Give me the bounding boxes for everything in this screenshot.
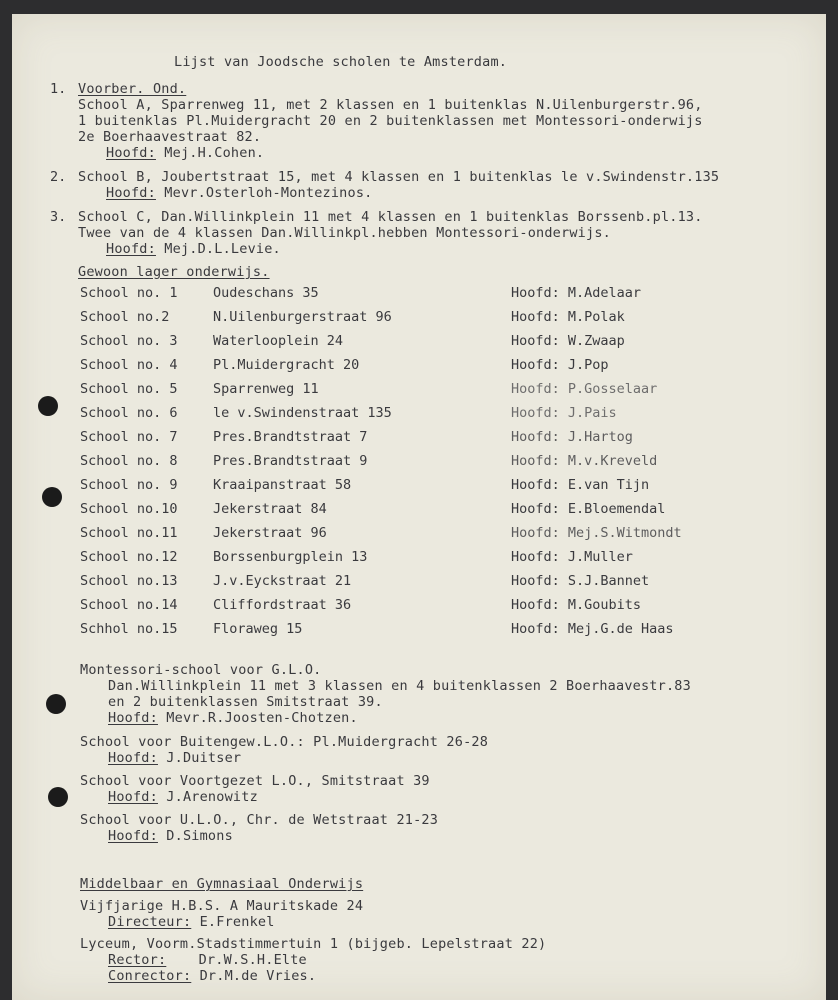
head-label: Hoofd: xyxy=(106,241,156,257)
montessori-title: Montessori-school voor G.L.O. xyxy=(80,662,322,678)
school-row xyxy=(80,404,780,422)
school-address: Borssenburgplein 13 xyxy=(213,549,368,565)
buitengewoon-line: School voor Buitengew.L.O.: Pl.Muidergracht 26-28 xyxy=(80,734,489,750)
school-address: Oudeschans 35 xyxy=(213,285,319,301)
school-head: Hoofd: P.Gosselaar xyxy=(511,381,658,397)
school-address: Waterlooplein 24 xyxy=(213,333,344,349)
section-1-heading: Voorber. Ond. xyxy=(78,81,187,97)
school-address: Jekerstraat 84 xyxy=(213,501,327,517)
section-1-head xyxy=(106,145,264,161)
school-row xyxy=(80,284,780,302)
school-address: Cliffordstraat 36 xyxy=(213,597,352,613)
school-row xyxy=(80,596,780,614)
school-row xyxy=(80,380,780,398)
lyceum-line: Lyceum, Voorm.Stadstimmertuin 1 (bijgeb. Lepelstraat 22) xyxy=(80,936,547,952)
head-label: Hoofd: xyxy=(106,145,156,161)
school-row xyxy=(80,452,780,470)
school-number: School no. 7 xyxy=(80,429,178,445)
buitengewoon-head xyxy=(108,750,241,766)
ulo-head xyxy=(108,828,233,844)
school-head: Hoofd: S.J.Bannet xyxy=(511,573,650,589)
punch-hole-3 xyxy=(46,694,66,714)
school-row xyxy=(80,620,780,638)
school-head: Hoofd: J.Muller xyxy=(511,549,633,565)
head-name: J.Arenowitz xyxy=(166,789,258,805)
school-head: Hoofd: J.Pop xyxy=(511,357,609,373)
lyceum-conrector xyxy=(108,968,316,984)
school-head: Hoofd: M.Polak xyxy=(511,309,625,325)
conrector-name: Dr.M.de Vries. xyxy=(199,968,317,984)
document-title: Lijst van Joodsche scholen te Amsterdam. xyxy=(174,54,508,70)
school-number: School no.13 xyxy=(80,573,178,589)
head-label: Hoofd: xyxy=(108,750,158,766)
school-number: School no.12 xyxy=(80,549,178,565)
document-page xyxy=(12,14,826,1000)
school-address: Kraaipanstraat 58 xyxy=(213,477,352,493)
school-address: Pres.Brandtstraat 7 xyxy=(213,429,368,445)
head-name: J.Duitser xyxy=(166,750,242,766)
school-head: Hoofd: J.Hartog xyxy=(511,429,633,445)
school-address: Jekerstraat 96 xyxy=(213,525,327,541)
section-3-number: 3. xyxy=(50,209,67,225)
head-name: D.Simons xyxy=(166,828,233,844)
school-number: School no. 4 xyxy=(80,357,178,373)
school-row xyxy=(80,308,780,326)
school-address: le v.Swindenstraat 135 xyxy=(213,405,392,421)
head-name: Mevr.R.Joosten-Chotzen. xyxy=(166,710,358,726)
section-2-line: School B, Joubertstraat 15, met 4 klassen en 1 buitenklas le v.Swindenstr.135 xyxy=(78,169,720,185)
punch-hole-2 xyxy=(42,487,62,507)
school-head: Hoofd: Mej.S.Witmondt xyxy=(511,525,682,541)
school-address: N.Uilenburgerstraat 96 xyxy=(213,309,392,325)
school-row xyxy=(80,332,780,350)
rector-name: Dr.W.S.H.Elte xyxy=(198,952,307,968)
section-2-head xyxy=(106,185,373,201)
hbs-line: Vijfjarige H.B.S. A Mauritskade 24 xyxy=(80,898,364,914)
head-name: Mej.H.Cohen. xyxy=(164,145,265,161)
voortgezet-head xyxy=(108,789,258,805)
montessori-line-1: Dan.Willinkplein 11 met 3 klassen en 4 buitenklassen 2 Boerhaavestr.83 xyxy=(108,678,691,694)
school-row xyxy=(80,548,780,566)
head-name: Mevr.Osterloh-Montezinos. xyxy=(164,185,373,201)
head-label: Hoofd: xyxy=(108,710,158,726)
school-number: School no.10 xyxy=(80,501,178,517)
school-address: J.v.Eyckstraat 21 xyxy=(213,573,352,589)
school-row xyxy=(80,572,780,590)
punch-hole-1 xyxy=(38,396,58,416)
section-3-line-2: Twee van de 4 klassen Dan.Willinkpl.hebben Montessori-onderwijs. xyxy=(78,225,611,241)
school-row xyxy=(80,500,780,518)
school-number: School no. 6 xyxy=(80,405,178,421)
school-row xyxy=(80,428,780,446)
school-number: School no. 9 xyxy=(80,477,178,493)
section-1-line-3: 2e Boerhaavestraat 82. xyxy=(78,129,262,145)
head-label: Hoofd: xyxy=(108,828,158,844)
school-head: Hoofd: J.Pais xyxy=(511,405,617,421)
rector-label: Rector: xyxy=(108,952,167,968)
school-number: School no.11 xyxy=(80,525,178,541)
school-number: School no.14 xyxy=(80,597,178,613)
school-address: Pres.Brandtstraat 9 xyxy=(213,453,368,469)
section-3-line-1: School C, Dan.Willinkplein 11 met 4 klassen en 1 buitenklas Borssenb.pl.13. xyxy=(78,209,703,225)
punch-hole-4 xyxy=(48,787,68,807)
school-number: School no. 3 xyxy=(80,333,178,349)
school-head: Hoofd: E.van Tijn xyxy=(511,477,650,493)
school-number: School no. 8 xyxy=(80,453,178,469)
school-number: School no.2 xyxy=(80,309,170,325)
head-name: Mej.D.L.Levie. xyxy=(164,241,281,257)
montessori-head xyxy=(108,710,358,726)
head-label: Hoofd: xyxy=(108,789,158,805)
school-number: Schhol no.15 xyxy=(80,621,178,637)
school-address: Floraweg 15 xyxy=(213,621,303,637)
ulo-line: School voor U.L.O., Chr. de Wetstraat 21-23 xyxy=(80,812,439,828)
school-row xyxy=(80,356,780,374)
director-label: Directeur: xyxy=(108,914,192,930)
head-label: Hoofd: xyxy=(106,185,156,201)
section-1-line-1: School A, Sparrenweg 11, met 2 klassen en 1 buitenklas N.Uilenburgerstr.96, xyxy=(78,97,703,113)
school-head: Hoofd: E.Bloemendal xyxy=(511,501,666,517)
school-number: School no. 5 xyxy=(80,381,178,397)
gewoon-heading: Gewoon lager onderwijs. xyxy=(78,264,270,280)
conrector-label: Conrector: xyxy=(108,968,192,984)
section-1-line-2: 1 buitenklas Pl.Muidergracht 20 en 2 buitenklassen met Montessori-onderwijs xyxy=(78,113,703,129)
school-head: Hoofd: M.v.Kreveld xyxy=(511,453,658,469)
school-address: Sparrenweg 11 xyxy=(213,381,319,397)
director-name: E.Frenkel xyxy=(199,914,275,930)
section-1-number: 1. xyxy=(50,81,67,97)
voortgezet-line: School voor Voortgezet L.O., Smitstraat 39 xyxy=(80,773,430,789)
school-head: Hoofd: Mej.G.de Haas xyxy=(511,621,674,637)
school-row xyxy=(80,476,780,494)
middelbaar-heading: Middelbaar en Gymnasiaal Onderwijs xyxy=(80,876,364,892)
lyceum-rector xyxy=(108,952,307,968)
school-number: School no. 1 xyxy=(80,285,178,301)
section-2-number: 2. xyxy=(50,169,67,185)
hbs-director xyxy=(108,914,275,930)
section-3-head xyxy=(106,241,281,257)
school-head: Hoofd: M.Goubits xyxy=(511,597,642,613)
school-head: Hoofd: M.Adelaar xyxy=(511,285,642,301)
school-row xyxy=(80,524,780,542)
school-address: Pl.Muidergracht 20 xyxy=(213,357,360,373)
school-head: Hoofd: W.Zwaap xyxy=(511,333,625,349)
montessori-line-2: en 2 buitenklassen Smitstraat 39. xyxy=(108,694,383,710)
